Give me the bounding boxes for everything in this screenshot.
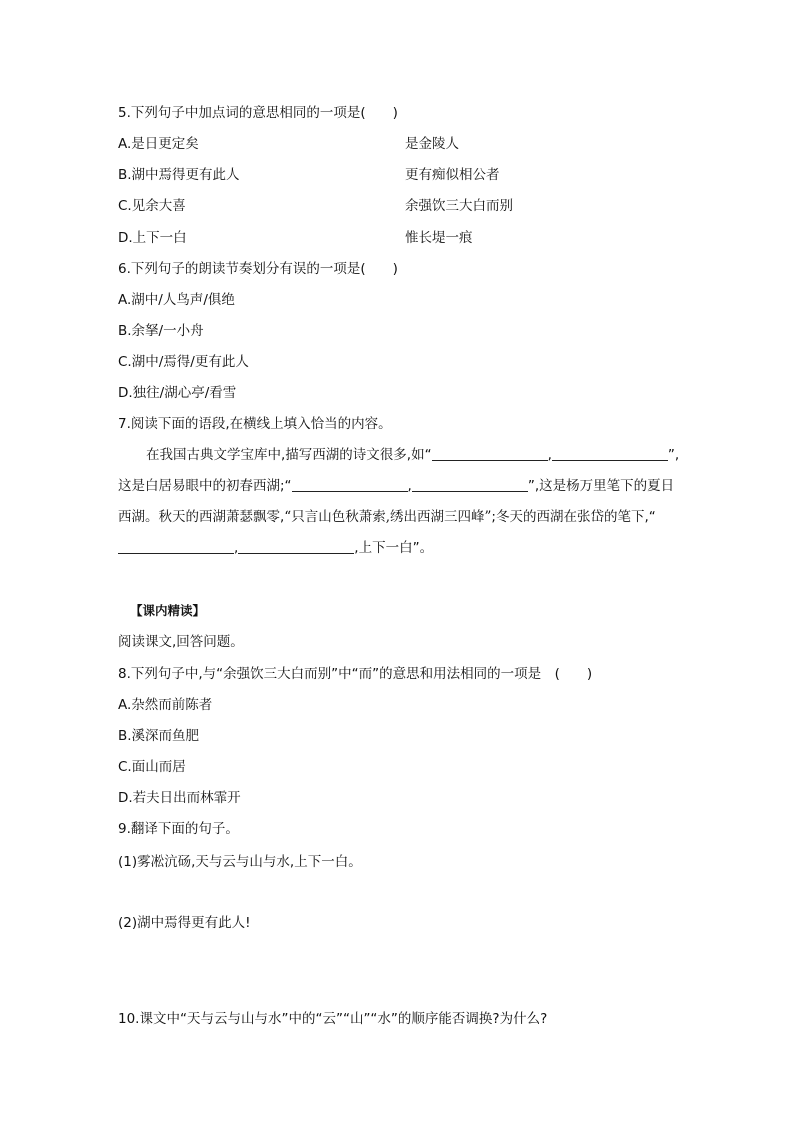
- q7-blank-1[interactable]: [432, 446, 548, 461]
- q5-option-a-left: A.是日更定矣: [118, 136, 199, 152]
- q5-option-d: [118, 228, 473, 248]
- q7-blank-3[interactable]: [292, 477, 408, 492]
- q7-blank-5[interactable]: [118, 539, 234, 554]
- q7-passage: [118, 440, 684, 564]
- q5-option-c-right: 余强饮三大白而别: [405, 198, 513, 214]
- q6-stem: 6.下列句子的朗读节奏划分有误的一项是( ): [118, 261, 398, 277]
- q7-sep-1: ,: [547, 447, 552, 463]
- q6-option-c: C.湖中/焉得/更有此人: [118, 354, 249, 370]
- q7-text-1: 在我国古典文学宝库中,描写西湖的诗文很多,如“: [146, 447, 432, 463]
- q7-blank-4[interactable]: [412, 477, 528, 492]
- q10-stem: 10.课文中“天与云与山与水”中的“云”“山”“水”的顺序能否调换?为什么?: [118, 1011, 548, 1027]
- q8-option-c: C.面山而居: [118, 759, 186, 775]
- q7-text-4: ;冬天的西湖在张岱的笔下,“: [491, 509, 656, 525]
- q5-option-c-left: C.见余大喜: [118, 198, 186, 214]
- q7-text-2: ”,这是白居易眼中的初春西湖;“: [118, 447, 680, 494]
- q5-option-a-right: 是金陵人: [405, 136, 459, 152]
- q7-sep-2: ,: [407, 478, 412, 494]
- q7-quote: “只言山色秋萧索,绣出西湖三四峰”: [284, 509, 492, 525]
- q8-option-b: B.溪深而鱼肥: [118, 728, 200, 744]
- q5-option-d-right: 惟长堤一痕: [405, 230, 473, 246]
- q5-option-c: [118, 196, 513, 216]
- q6-option-d: D.独往/湖心亭/看雪: [118, 385, 237, 401]
- q8-stem: 8.下列句子中,与“余强饮三大白而别”中“而”的意思和用法相同的一项是 ( ): [118, 666, 593, 682]
- section-intro: 阅读课文,回答问题。: [118, 634, 244, 650]
- q7-stem: 7.阅读下面的语段,在横线上填入恰当的内容。: [118, 416, 392, 432]
- q5-option-b: [118, 165, 500, 185]
- q8-option-a: A.杂然而前陈者: [118, 697, 213, 713]
- q6-option-b: B.余拏/一小舟: [118, 323, 204, 339]
- section-title: 【课内精读】: [130, 603, 206, 618]
- q5-option-a: [118, 134, 459, 154]
- q5-option-b-left: B.湖中焉得更有此人: [118, 167, 240, 183]
- q7-blank-6[interactable]: [238, 539, 354, 554]
- q7-sep-3: ,: [234, 540, 239, 556]
- q5-option-d-left: D.上下一白: [118, 230, 187, 246]
- q9-sentence-1: (1)雾凇沆砀,天与云与山与水,上下一白。: [118, 854, 362, 870]
- q7-text-3: ”,这是杨万里笔下的夏日西湖。秋天的西湖萧瑟飘零,: [118, 478, 675, 525]
- q5-stem: 5.下列句子中加点词的意思相同的一项是( ): [118, 105, 398, 121]
- q5-option-b-right: 更有痴似相公者: [405, 167, 500, 183]
- q9-sentence-2: (2)湖中焉得更有此人!: [118, 915, 251, 931]
- q8-option-d: D.若夫日出而林霏开: [118, 790, 241, 806]
- q7-blank-2[interactable]: [552, 446, 668, 461]
- q6-option-a: A.湖中/人鸟声/俱绝: [118, 292, 235, 308]
- q7-text-5: ,上下一白”。: [354, 540, 434, 556]
- q9-stem: 9.翻译下面的句子。: [118, 821, 239, 837]
